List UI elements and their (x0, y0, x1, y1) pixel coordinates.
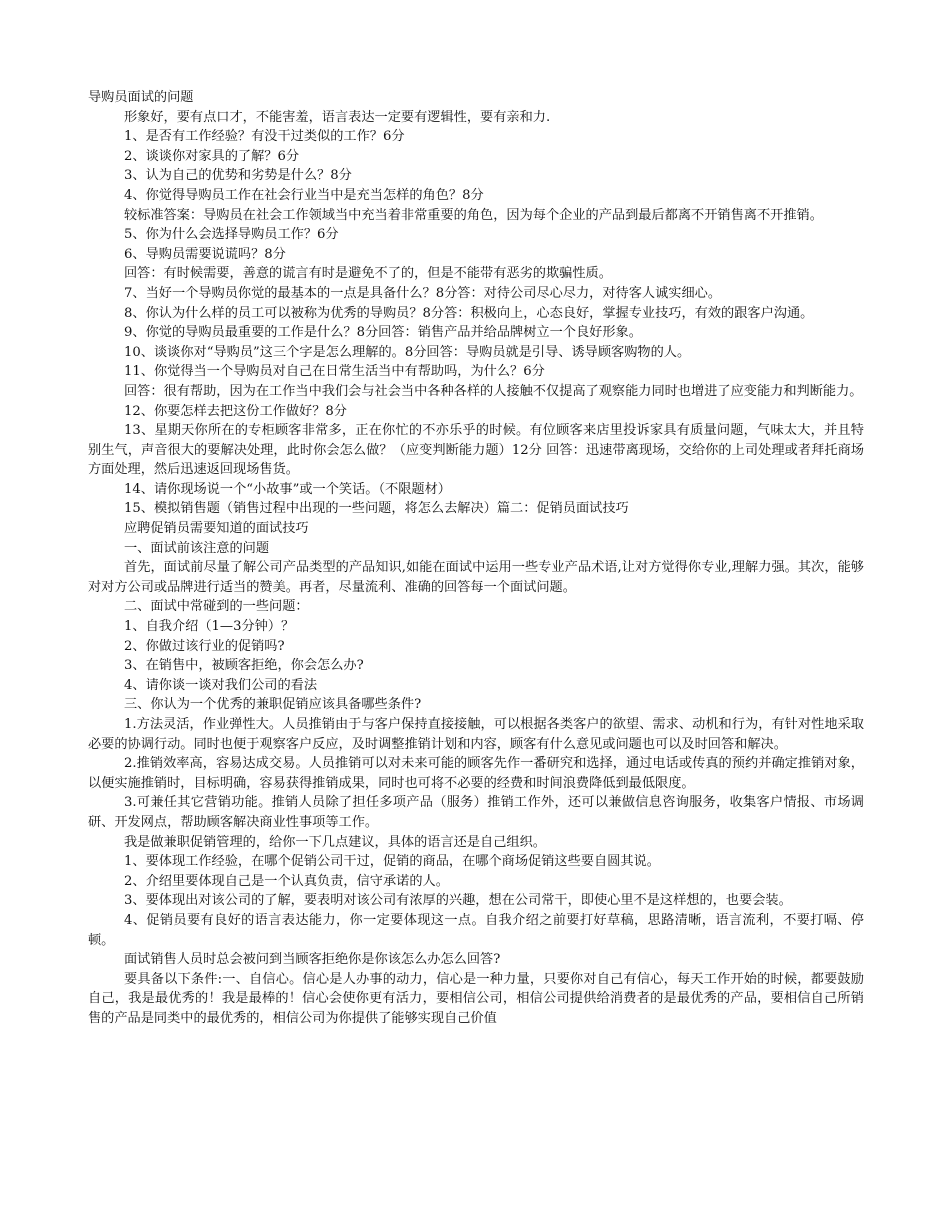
paragraph: 4、促销员要有良好的语言表达能力，你一定要体现这一点。自我介绍之前要打好草稿，思路清晰，语言流利，不要打嗝、停顿。 (88, 912, 864, 948)
paragraph: 首先，面试前尽量了解公司产品类型的产品知识,如能在面试中运用一些专业产品术语,让对方觉得你专业,理解力强。其次，能够对对方公司或品牌进行适当的赞美。再者，尽量流利、准确的回答每一个面试问题。 (88, 560, 864, 595)
paragraph: 回答：有时候需要，善意的谎言有时是避免不了的，但是不能带有恶劣的欺骗性质。 (124, 266, 612, 282)
paragraph: 1、要体现工作经验，在哪个促销公司干过，促销的商品，在哪个商场促销这些要自圆其说。 (124, 854, 660, 870)
paragraph: 4、你觉得导购员工作在社会行业当中是充当怎样的角色？8分 (124, 187, 484, 203)
document-title: 导购员面试的问题 (88, 90, 194, 105)
paragraph: 较标准答案：导购员在社会工作领域当中充当着非常重要的角色，因为每个企业的产品到最后都离不开销售离不开推销。 (124, 207, 823, 223)
paragraph: 2、你做过该行业的促销吗? (124, 638, 285, 654)
paragraph: 二、面试中常碰到的一些问题： (124, 599, 309, 615)
paragraph: 1、是否有工作经验？有没干过类似的工作？6分 (124, 129, 405, 145)
paragraph: 5、你为什么会选择导购员工作？6分 (124, 227, 339, 243)
paragraph: 一、面试前该注意的问题 (124, 540, 270, 556)
paragraph: 3、认为自己的优势和劣势是什么？8分 (124, 168, 352, 184)
paragraph: 1.方法灵活，作业弹性大。人员推销由于与客户保持直接接触，可以根据各类客户的欲望、需求、动机和行为，有针对性地采取必要的协调行动。同时也便于观察客户反应，及时调整推销计划和内容，顾客有什么意见或问题也可以及时回答和解决。 (88, 717, 864, 752)
paragraph: 2、介绍里要体现自己是一个认真负责，信守承诺的人。 (124, 873, 449, 889)
paragraph: 我是做兼职促销管理的，给你一下几点建议，具体的语言还是自己组织。 (124, 834, 546, 850)
paragraph: 14、请你现场说一个“小故事”或一个笑话。（不限题材） (124, 481, 451, 497)
paragraph: 12、你要怎样去把这份工作做好？8分 (124, 403, 347, 419)
paragraph: 11、你觉得当一个导购员对自己在日常生活当中有帮助吗，为什么？6分 (124, 364, 545, 380)
paragraph: 9、你觉的导购员最重要的工作是什么？8分回答：销售产品并给品牌树立一个良好形象。 (124, 325, 642, 341)
paragraph: 回答：很有帮助，因为在工作当中我们会与社会当中各种各样的人接触不仅提高了观察能力同时也增进了应变能力和判断能力。 (124, 383, 863, 399)
paragraph: 8、你认为什么样的员工可以被称为优秀的导购员？8分答：积极向上，心态良好，掌握专业技巧，有效的跟客户沟通。 (124, 305, 814, 321)
paragraph: 形象好，要有点口才，不能害羞，语言表达一定要有逻辑性，要有亲和力. (124, 109, 551, 125)
paragraph: 1、自我介绍（1—3分钟）？ (124, 619, 295, 635)
paragraph: 面试销售人员时总会被问到当顾客拒绝你是你该怎么办怎么回答? (124, 952, 501, 968)
paragraph: 3、在销售中，被顾客拒绝，你会怎么办? (124, 658, 364, 674)
paragraph: 3.可兼任其它营销功能。推销人员除了担任多项产品（服务）推销工作外，还可以兼做信息咨询服务，收集客户情报、市场调研、开发网点，帮助顾客解决商业性事项等工作。 (88, 795, 864, 830)
paragraph: 10、谈谈你对“导购员”这三个字是怎么理解的。8分回答：导购员就是引导、诱导顾客购物的人。 (124, 344, 691, 360)
paragraph: 15、模拟销售题（销售过程中出现的一些问题，将怎么去解决）篇二：促销员面试技巧 (124, 501, 629, 517)
paragraph: 7、当好一个导购员你觉的最基本的一点是具备什么？8分答：对待公司尽心尽力，对待客人诚实细心。 (124, 285, 722, 301)
paragraph: 应聘促销员需要知道的面试技巧 (124, 521, 309, 537)
paragraph: 2.推销效率高，容易达成交易。人员推销可以对未来可能的顾客先作一番研究和选择，通过电话或传真的预约并确定推销对象，以便实施推销时，目标明确，容易获得推销成果，同时也可将不必要的经费和时间浪费降低到最低限度。 (88, 756, 864, 791)
paragraph: 2、谈谈你对家具的了解？6分 (124, 148, 300, 164)
document-body (88, 108, 864, 1029)
paragraph: 6、导购员需要说谎吗？8分 (124, 246, 286, 262)
paragraph: 13、星期天你所在的专柜顾客非常多，正在你忙的不亦乐乎的时候。有位顾客来店里投诉家具有质量问题，气味太大，并且特别生气，声音很大的要解决处理，此时你会怎么做？（应变判断能力题）12分 回答：迅速带离现场，交给你的上司处理或者拜托商场方面处理，然后迅速返回现场售货。 (88, 423, 864, 478)
paragraph: 要具备以下条件:一、自信心。信心是人办事的动力，信心是一种力量，只要你对自己有信心，每天工作开始的时候，都要鼓励自己，我是最优秀的！我是最棒的！信心会使你更有活力，要相信公司，相信公司提供给消费者的是最优秀的产品，要相信自己所销售的产品是同类中的最优秀的，相信公司为你提供了能够实现自己价值 (88, 971, 864, 1026)
paragraph: 3、要体现出对该公司的了解，要表明对该公司有浓厚的兴趣，想在公司常干，即使心里不是这样想的，也要会装。 (124, 893, 792, 909)
paragraph: 4、请你谈一谈对我们公司的看法 (124, 677, 318, 693)
document-page (88, 88, 864, 1029)
paragraph: 三、你认为一个优秀的兼职促销应该具备哪些条件? (124, 697, 422, 713)
